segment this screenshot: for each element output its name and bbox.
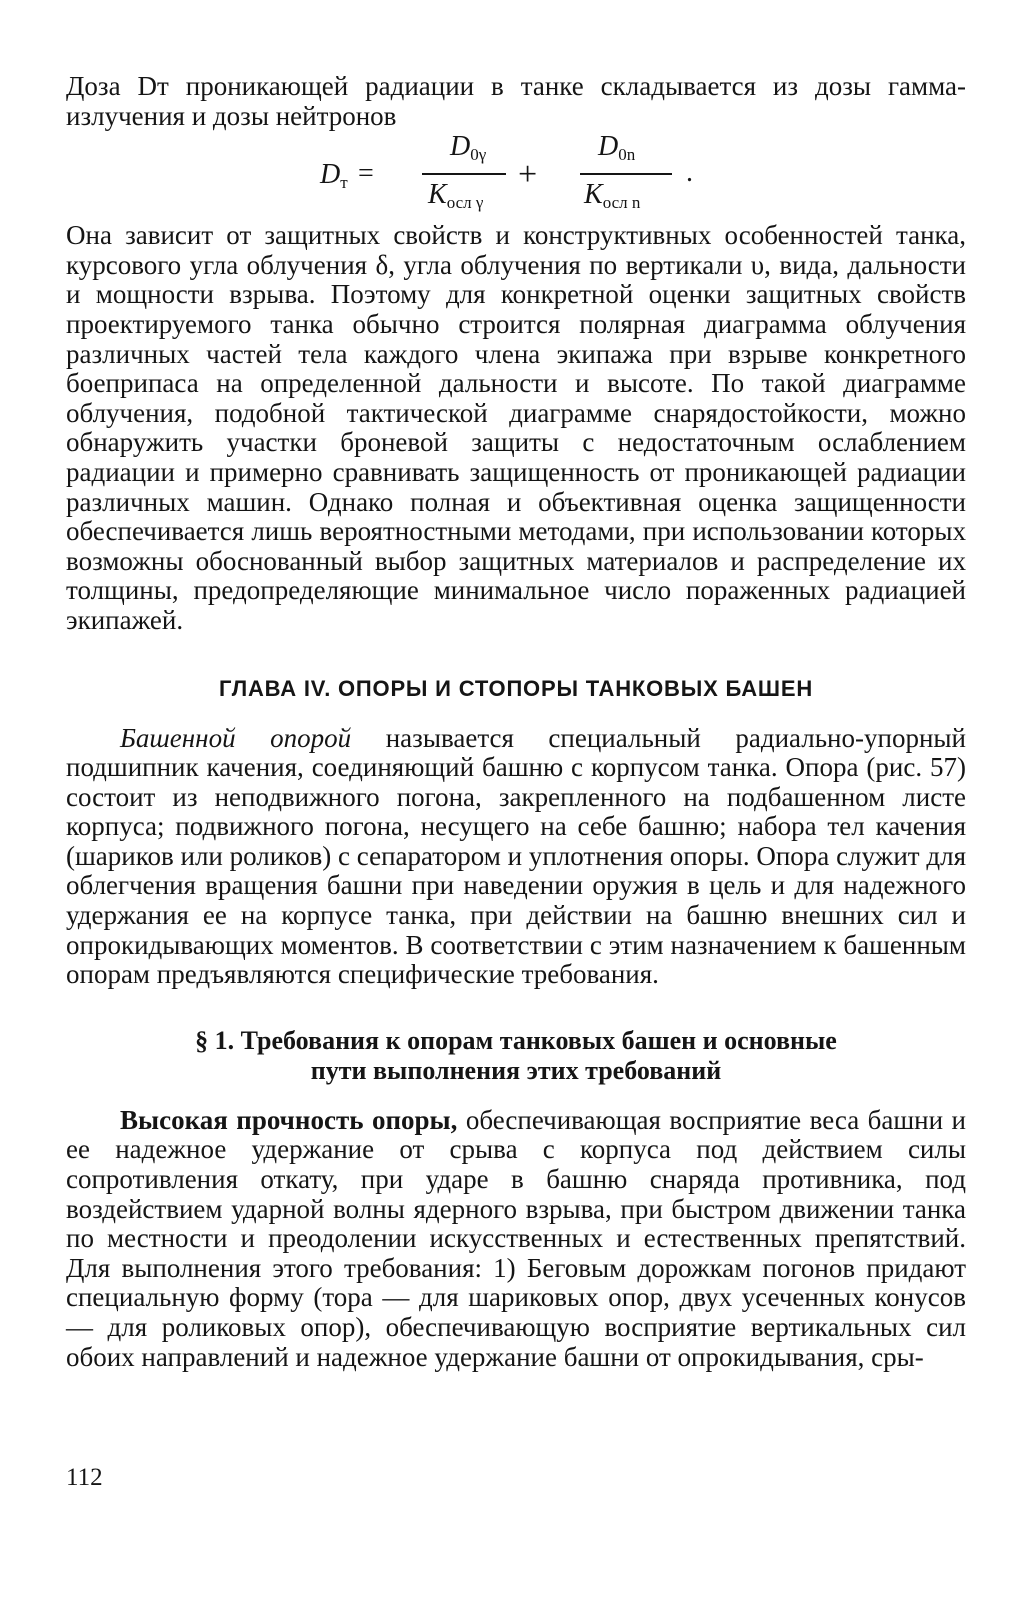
formula-denominator-neutron: $K_{осл n}$: [584, 179, 641, 213]
section-heading-line-1: § 1. Требования к опорам танковых башен и основные: [195, 1025, 837, 1055]
body-paragraph-radiation: Она зависит от защитных свойств и конструктивных особенностей танка, курсового угла облучения δ, угла облучения по вертикали υ, вида, дальности и мощности взрыва. Поэтому для конкретной оценки защитных свойств проектируемого танка обычно строится полярная диаграмма облучения различных частей тела каждого члена экипажа при взрыве конкретного боеприпаса на определенной дальности и высоте. По такой диаграмме облучения, подобной тактической диаграмме снарядостойкости, можно обнаружить участки броневой защиты с недостаточным ослаблением радиации и примерно сравнивать защищенность от проникающей радиации различных машин. Однако полная и объективная оценка защищенности обеспечивается лишь вероятностными методами, при использовании которых возможны обоснованный выбор защитных материалов и распределение их толщины, предопределяющие минимальное число пораженных радиацией экипажей.: [66, 220, 966, 635]
formula-denominator-gamma: $K_{осл \gamma}$: [428, 179, 484, 213]
formula-numerator-neutron: $D_{0n}$: [598, 131, 636, 165]
strength-text: обеспечивающая восприятие веса башни и ее надежное удержание от срыва с корпуса под действием силы сопротивления откату, при ударе в башню снаряда противника, под воздействием ударной волны ядерного взрыва, при быстром движении танка по местности и преодолении искусственных и естественных препятствий. Для выполнения этого требования: 1) Беговым дорожкам погонов придают специальную форму (тора — для шариковых опор, двух усеченных конусов — для роликовых опор), обеспечивающую восприятие вертикальных сил обоих направлений и надежное удержание башни от опрокидывания, сры-: [66, 1104, 966, 1372]
intro-paragraph: Доза Dт проникающей радиации в танке складывается из дозы гамма-излучения и дозы нейтронов: [66, 71, 966, 131]
section-heading: [66, 1026, 966, 1086]
term-high-strength: Высокая прочность опоры,: [120, 1104, 458, 1135]
dose-formula: [66, 131, 966, 221]
fraction-bar-neutron: [580, 173, 672, 175]
book-page: [66, 72, 966, 1572]
formula-end-period: .: [686, 157, 693, 189]
formula-equals: =: [358, 158, 374, 190]
formula-numerator-gamma: $D_{0\gamma}$: [450, 131, 487, 165]
body-paragraph-turret-bearing: [66, 724, 966, 990]
section-heading-line-2: пути выполнения этих требований: [310, 1055, 722, 1085]
formula-lhs: $D_т$: [320, 159, 348, 193]
body-paragraph-strength: [66, 1106, 966, 1372]
term-turret-bearing: Башенной опорой: [120, 722, 352, 753]
turret-bearing-text: называется специальный радиально-упорный подшипник качения, соединяющий башню с корпусом танка. Опора (рис. 57) состоит из неподвижного погона, закрепленного на подбашенном листе корпуса; подвижного погона, несущего на себе башню; набора тел качения (шариков или роликов) с сепаратором и уплотнения опоры. Опора служит для облегчения вращения башни при наведении оружия в цель и для надежного удержания ее на корпусе танка, при действии на башню внешних сил и опрокидывающих моментов. В соответствии с этим назначением к башенным опорам предъявляются специфические требования.: [66, 722, 966, 990]
formula-plus: +: [518, 156, 538, 194]
page-number: 112: [66, 1464, 103, 1491]
chapter-heading: ГЛАВА IV. ОПОРЫ И СТОПОРЫ ТАНКОВЫХ БАШЕН: [218, 675, 814, 701]
fraction-bar-gamma: [422, 173, 506, 175]
